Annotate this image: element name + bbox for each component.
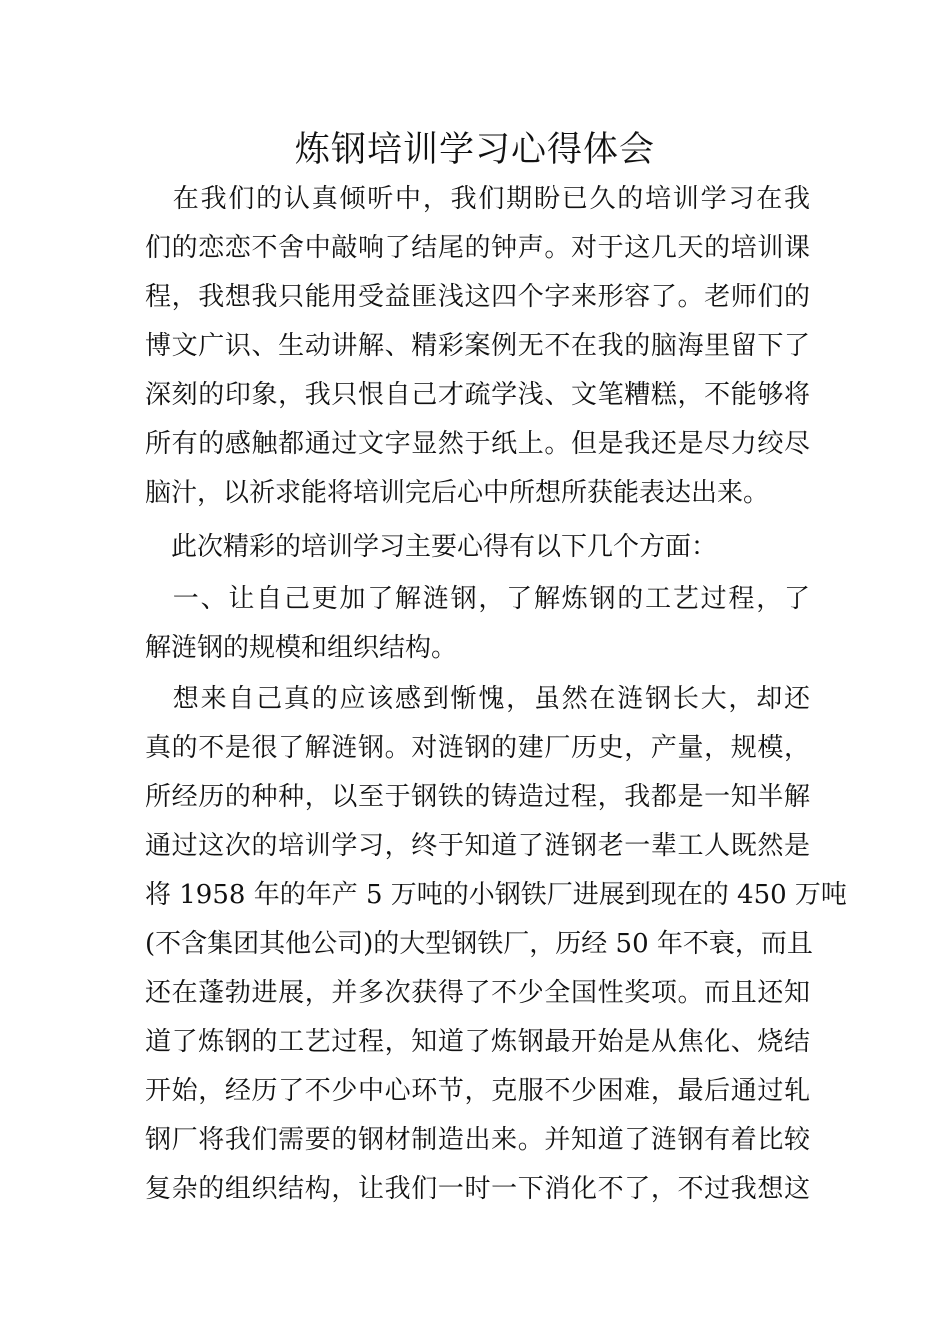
paragraph-line: 程，我想我只能用受益匪浅这四个字来形容了。老师们的	[145, 282, 810, 312]
paragraph-line: 们的恋恋不舍中敲响了结尾的钟声。对于这几天的培训课	[145, 233, 810, 263]
paragraph-line: 复杂的组织结构，让我们一时一下消化不了，不过我想这	[145, 1174, 810, 1204]
paragraph-line: 开始，经历了不少中心环节，克服不少困难，最后通过轧	[145, 1076, 810, 1106]
paragraph-line: 在我们的认真倾听中，我们期盼已久的培训学习在我	[145, 184, 810, 214]
paragraph-line: 所有的感触都通过文字显然于纸上。但是我还是尽力绞尽	[145, 429, 810, 459]
paragraph-line: 脑汁，以祈求能将培训完后心中所想所获能表达出来。	[145, 478, 770, 508]
paragraph-line: 想来自己真的应该感到惭愧，虽然在涟钢长大，却还	[145, 684, 810, 714]
paragraph-line: 道了炼钢的工艺过程，知道了炼钢最开始是从焦化、烧结	[145, 1027, 810, 1057]
section-heading-line: 一、让自己更加了解涟钢，了解炼钢的工艺过程，了	[145, 584, 810, 614]
paragraph-line: 深刻的印象，我只恨自己才疏学浅、文笔糟糕，不能够将	[145, 380, 810, 410]
paragraph-line: 还在蓬勃进展，并多次获得了不少全国性奖项。而且还知	[145, 978, 810, 1008]
document-title: 炼钢培训学习心得体会	[294, 130, 655, 170]
paragraph-line: (不含集团其他公司)的大型钢铁厂，历经 50 年不衰，而且	[145, 929, 813, 959]
paragraph-line: 将 1958 年的年产 5 万吨的小钢铁厂进展到现在的 450 万吨	[145, 880, 847, 910]
paragraph-line: 真的不是很了解涟钢。对涟钢的建厂历史，产量，规模，	[145, 733, 810, 763]
paragraph-line: 钢厂将我们需要的钢材制造出来。并知道了涟钢有着比较	[145, 1125, 810, 1155]
paragraph-line: 博文广识、生动讲解、精彩案例无不在我的脑海里留下了	[145, 331, 810, 361]
paragraph-line: 所经历的种种，以至于钢铁的铸造过程，我都是一知半解	[145, 782, 810, 812]
paragraph-line: 通过这次的培训学习，终于知道了涟钢老一辈工人既然是	[145, 831, 810, 861]
paragraph-line: 此次精彩的培训学习主要心得有以下几个方面：	[145, 532, 718, 562]
section-heading-line: 解涟钢的规模和组织结构。	[145, 633, 458, 663]
